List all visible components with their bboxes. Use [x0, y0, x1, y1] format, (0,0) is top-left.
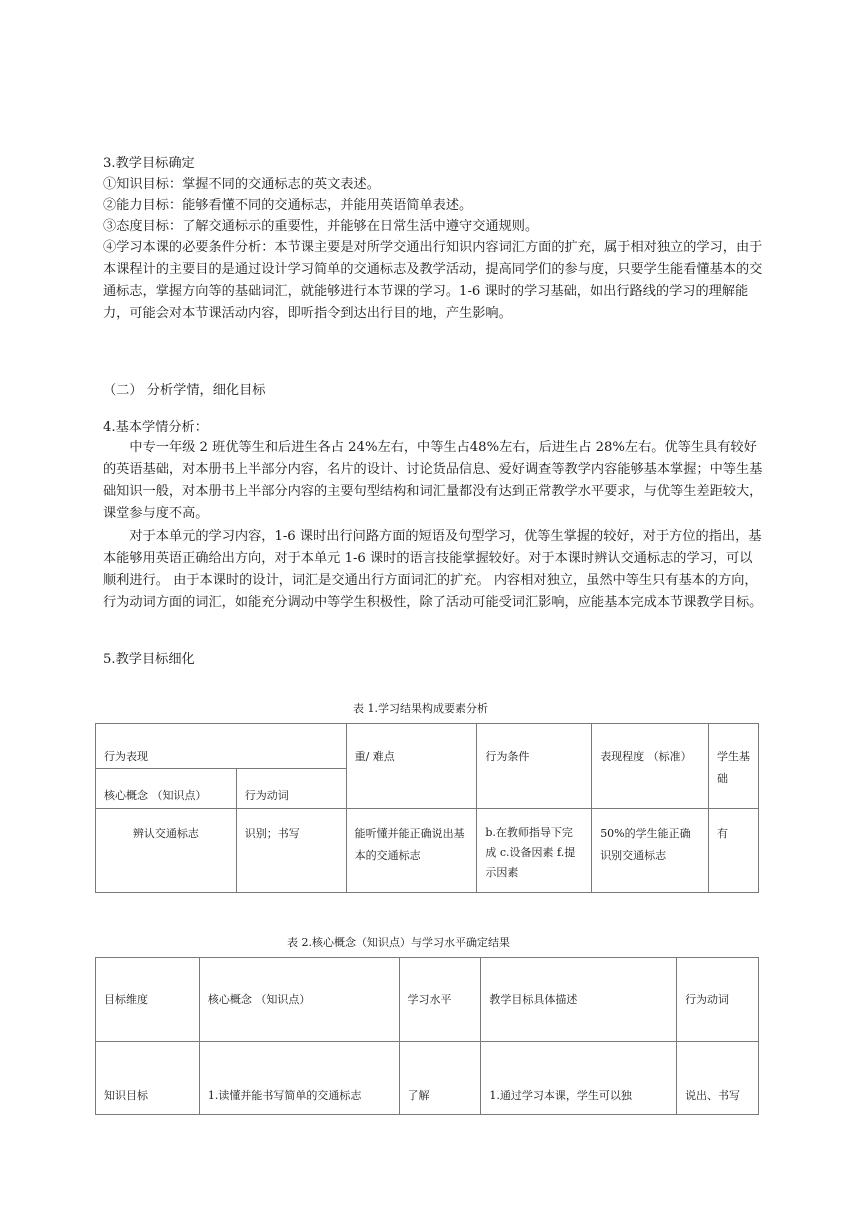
cell-core-concept: 辨认交通标志 [96, 809, 237, 893]
header-verb: 行为动词 [236, 769, 346, 809]
cell-behavior-verb: 说出、书写 [677, 1042, 759, 1115]
section5-heading: 5.教学目标细化 [103, 652, 195, 667]
table1-caption: 表 1.学习结果构成要素分析 [353, 702, 488, 715]
attitude-goal: ③态度目标：了解交通标示的重要性，并能够在日常生活中遵守交通规则。 [103, 219, 539, 234]
learner-analysis-paragraph-1: 中专一年级 2 班优等生和后进生各占 24%左右，中等生占48%左右，后进生占 28%左右。优等生具有较好的英语基础，对本册书上半部分内容，名片的设计、讨论货品信息、爱好调查等教学内容能够基本掌握；中等生基础知识一般，对本册书上半部分内容的主要句型结构和词汇量都没有达到正常教学水平要求，与优等生差距较大，课堂参与度不高。 [103, 440, 763, 521]
header-behavior-verb: 行为动词 [677, 958, 759, 1042]
cell-core-concept: 1.读懂并能书写简单的交通标志 [199, 1042, 399, 1115]
header-difficulty: 重/ 难点 [346, 724, 477, 809]
cell-learning-level: 了解 [399, 1042, 481, 1115]
cell-difficulty: 能听懂并能正确说出基本的交通标志 [346, 809, 477, 893]
cell-basis: 有 [709, 809, 759, 893]
header-condition: 行为条件 [477, 724, 592, 809]
section3-heading: 3.教学目标确定 [103, 156, 195, 171]
cell-degree: 50%的学生能正确识别交通标志 [592, 809, 709, 893]
table-row [96, 809, 759, 893]
header-goal-description: 教学目标具体描述 [481, 958, 677, 1042]
header-basis: 学生基础 [709, 724, 759, 809]
header-core-concept: 核心概念 （知识点） [199, 958, 399, 1042]
header-degree: 表现程度 （标准） [592, 724, 709, 809]
section4-heading: 4.基本学情分析： [103, 420, 208, 435]
header-core-concept: 核心概念 （知识点） [96, 769, 237, 809]
header-learning-level: 学习水平 [399, 958, 481, 1042]
header-behavior: 行为表现 [96, 724, 347, 769]
cell-goal-description: 1.通过学习本课，学生可以独 [481, 1042, 677, 1115]
learner-analysis-paragraph-2: 对于本单元的学习内容，1-6 课时出行问路方面的短语及句型学习，优等生掌握的较好，对于方位的指出，基本能够用英语正确给出方向，对于本单元 1-6 课时的语言技能掌握较好。对于本课时辨认交通标志的学习，可以顺利进行。 由于本课时的设计，词汇是交通出行方面词汇的扩充。 内容相对独立，虽然中等生只有基本的方向，行为动词方面的词汇，如能充分调动中等学生积极性，除了活动可能受词汇影响，应能基本完成本节课教学目标。 [103, 529, 763, 610]
table2-caption: 表 2.核心概念（知识点）与学习水平确定结果 [287, 936, 510, 949]
table-row [96, 1042, 759, 1115]
cell-goal-dimension: 知识目标 [96, 1042, 200, 1115]
ability-goal: ②能力目标：能够看懂不同的交通标志，并能用英语简单表述。 [103, 198, 473, 213]
cell-verb: 识别；书写 [236, 809, 346, 893]
header-goal-dimension: 目标维度 [96, 958, 200, 1042]
core-concept-level-table [95, 957, 759, 1115]
cell-condition: b.在教师指导下完成 c.设备因素 f.提示因素 [477, 809, 592, 893]
knowledge-goal: ①知识目标：掌握不同的交通标志的英文表述。 [103, 177, 380, 192]
section-two-heading: （二） 分析学情，细化目标 [103, 383, 266, 398]
prerequisite-analysis: ④学习本课的必要条件分析：本节课主要是对所学交通出行知识内容词汇方面的扩充，属于相对独立的学习，由于本课程计的主要目的是通过设计学习简单的交通标志及教学活动，提高同学们的参与度，只要学生能看懂基本的交通标志，掌握方向等的基础词汇，就能够进行本节课的学习。1-6 课时的学习基础，如出行路线的学习的理解能力，可能会对本节课活动内容，即听指令到达出行目的地，产生影响。 [103, 240, 763, 321]
learning-outcome-table [95, 723, 759, 893]
